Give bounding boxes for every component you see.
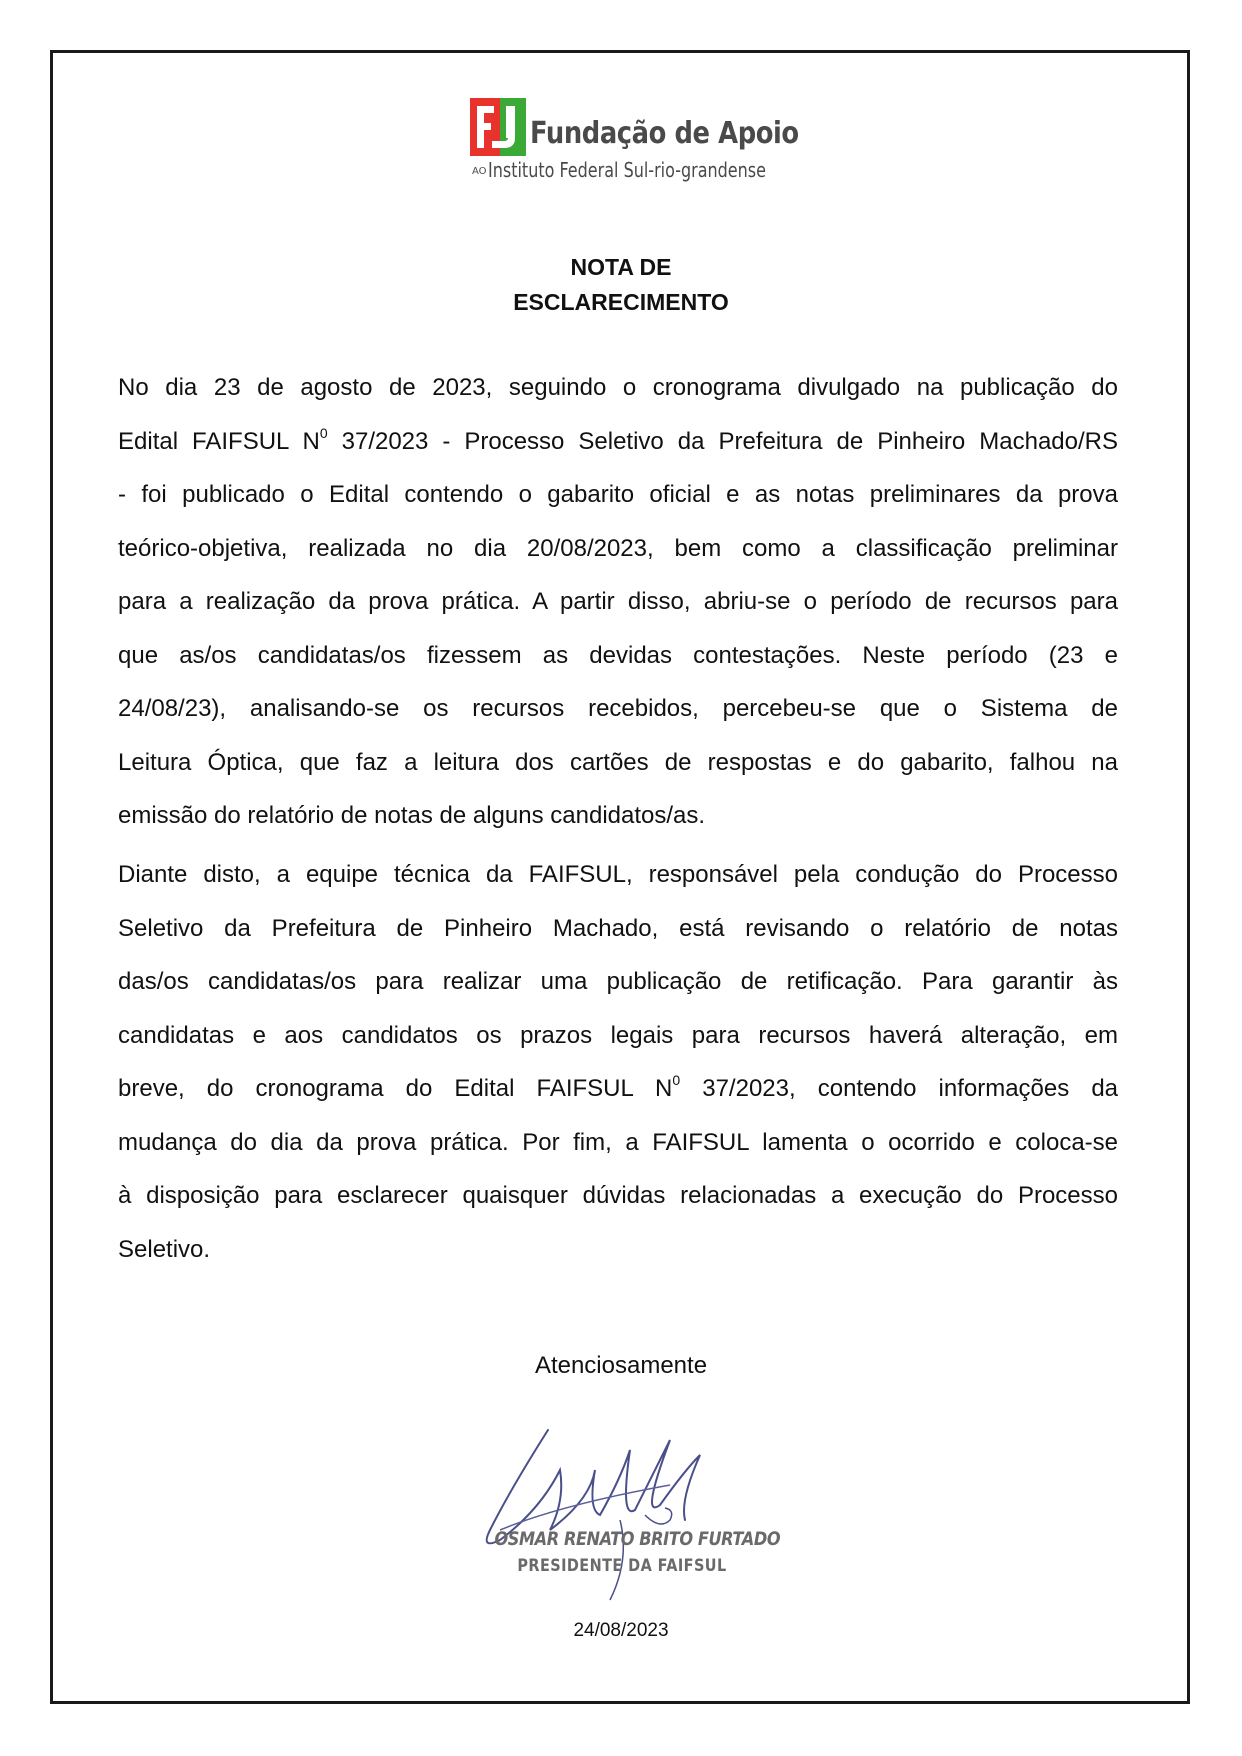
- body-line: Seletivo da Prefeitura de Pinheiro Machado, está revisando o relatório de notas: [118, 914, 1118, 942]
- body-line: Seletivo.: [118, 1235, 211, 1263]
- signatory-name: OSMAR RENATO BRITO FURTADO: [494, 1528, 781, 1550]
- document-date: 24/08/2023: [573, 1620, 669, 1641]
- fundacao-logo-icon: [470, 98, 526, 156]
- paragraph-1: [118, 361, 1118, 843]
- body-line: breve, do cronograma do Edital FAIFSUL $N^0$ 37/2023, contendo informações da: [118, 1072, 1119, 1102]
- faifsul-logo: [470, 96, 799, 186]
- body-line: emissão do relatório de notas de alguns candidatos/as.: [118, 802, 706, 829]
- body-line: Edital FAIFSUL $N^0$ 37/2023 - Processo Seletivo da Prefeitura de Pinheiro Machado/RS: [118, 424, 1118, 455]
- body-line: - foi publicado o Edital contendo o gabarito oficial e as notas preliminares da prova: [118, 481, 1118, 508]
- body-line: para a realização da prova prática. A partir disso, abriu-se o período de recursos para: [118, 588, 1118, 615]
- body-line: que as/os candidatas/os fizessem as devidas contestações. Neste período (23 e: [118, 641, 1118, 669]
- body-line: à disposição para esclarecer quaisquer dúvidas relacionadas a execução do Processo: [118, 1182, 1118, 1209]
- body-line: 24/08/23), analisando-se os recursos recebidos, percebeu-se que o Sistema de: [118, 695, 1118, 722]
- handwritten-signature-icon: [470, 1410, 781, 1610]
- document-title-line-1: NOTA DE: [570, 254, 672, 280]
- body-line: No dia 23 de agosto de 2023, seguindo o cronograma divulgado na publicação do: [118, 374, 1118, 401]
- body-line: teórico-objetiva, realizada no dia 20/08/2023, bem como a classificação preliminar: [118, 534, 1118, 562]
- signatory-role: PRESIDENTE DA FAIFSUL: [517, 1556, 727, 1576]
- closing-salutation: Atenciosamente: [534, 1352, 708, 1379]
- body-line: Leitura Óptica, que faz a leitura dos cartões de respostas e do gabarito, falhou na: [118, 748, 1118, 776]
- document-title-line-2: ESCLARECIMENTO: [513, 289, 729, 315]
- body-line: das/os candidatas/os para realizar uma publicação de retificação. Para garantir às: [118, 968, 1118, 995]
- logo-sub-prefix: AO: [472, 166, 487, 177]
- paragraph-2: [118, 848, 1118, 1276]
- logo-subtitle: Instituto Federal Sul-rio-grandense: [488, 158, 766, 182]
- logo-name: Fundação de Apoio: [530, 116, 799, 151]
- body-line: Diante disto, a equipe técnica da FAIFSUL, responsável pela condução do Processo: [118, 861, 1118, 888]
- body-line: candidatas e aos candidatos os prazos legais para recursos haverá alteração, em: [118, 1021, 1118, 1049]
- body-line: mudança do dia da prova prática. Por fim, a FAIFSUL lamenta o ocorrido e coloca-se: [118, 1128, 1118, 1156]
